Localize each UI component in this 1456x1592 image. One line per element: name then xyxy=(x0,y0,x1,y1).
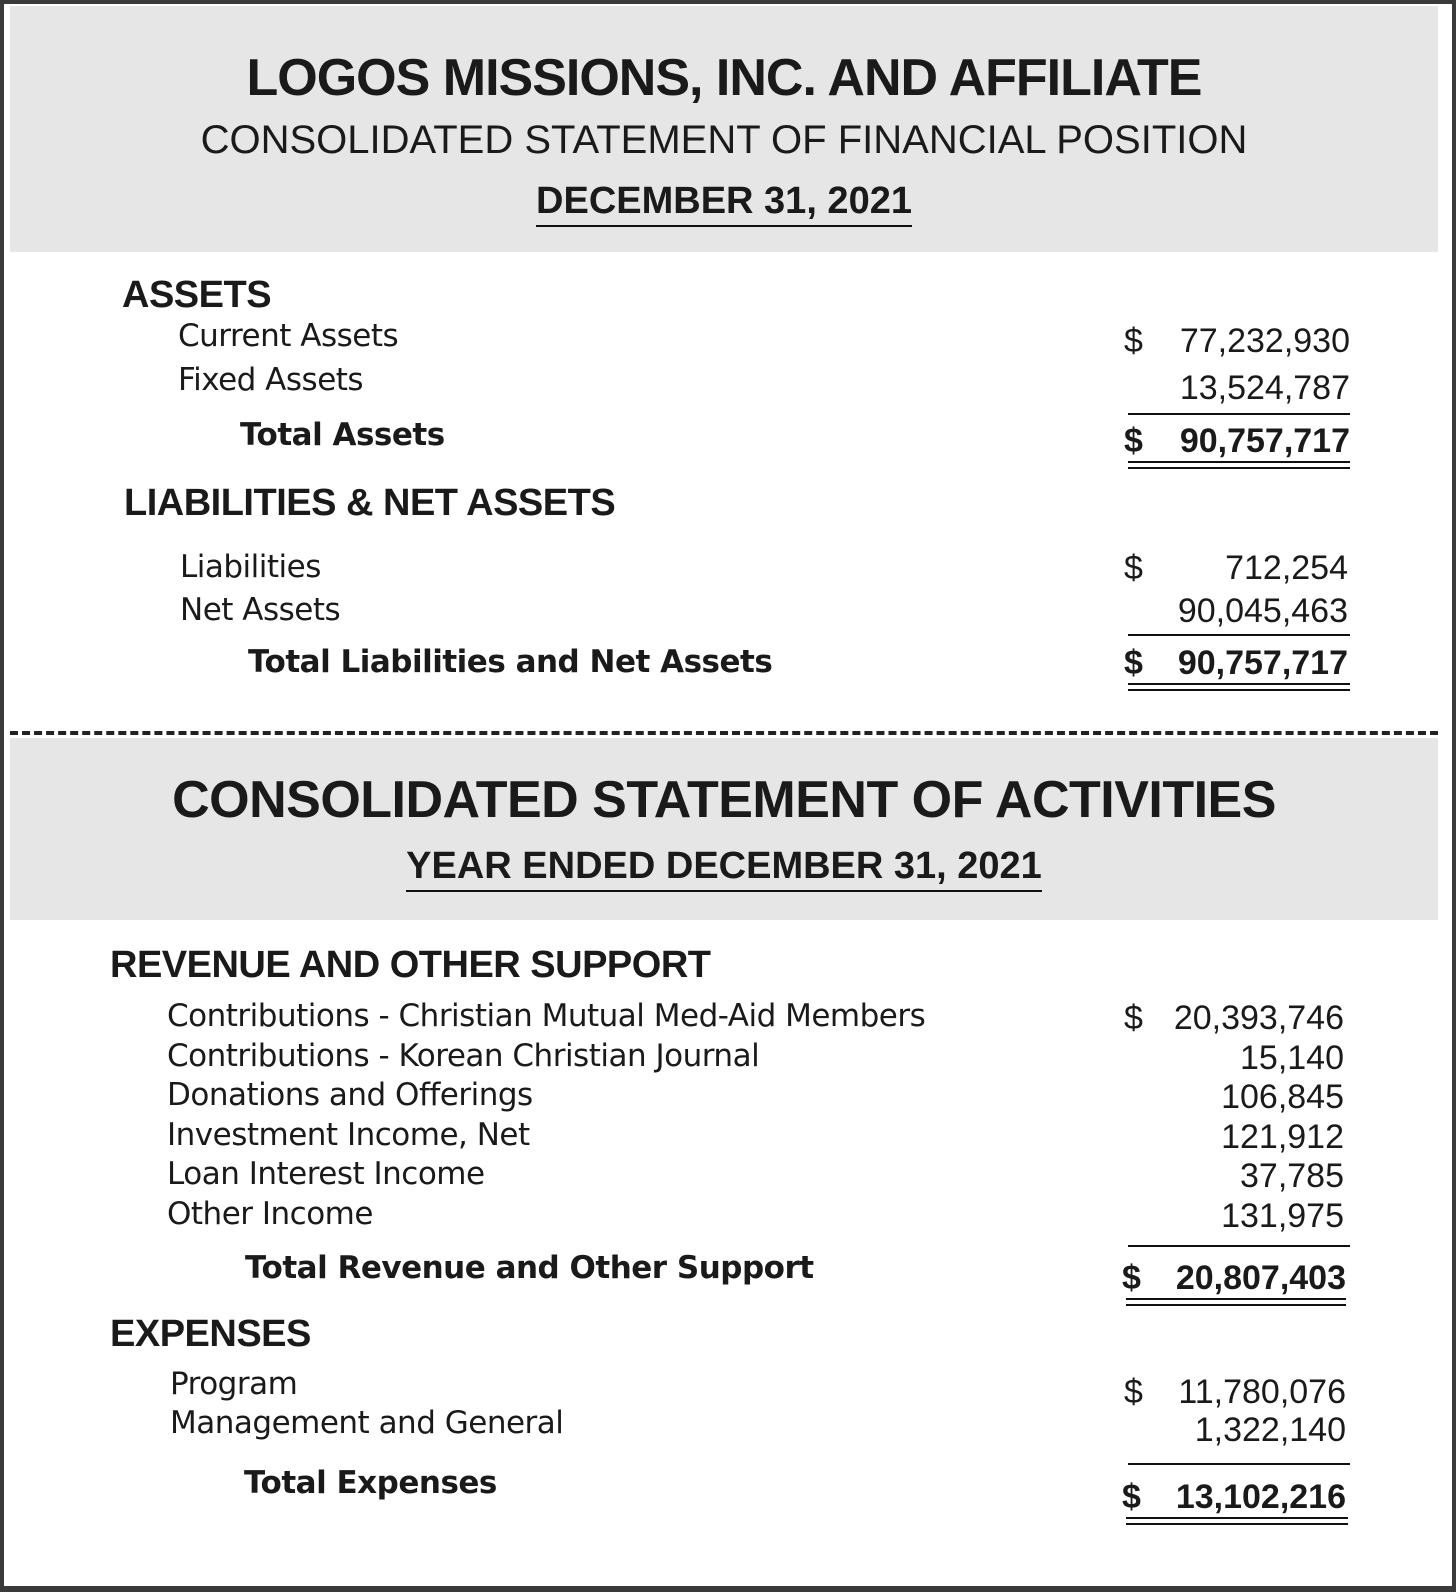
revenue-item-label: Loan Interest Income xyxy=(167,1156,485,1192)
revenue-item-label: Other Income xyxy=(167,1196,373,1232)
revenue-item-value: 15,140 xyxy=(1240,1039,1344,1077)
total-revenue-label: Total Revenue and Other Support xyxy=(245,1250,814,1286)
program-label: Program xyxy=(170,1366,298,1402)
total-assets-label: Total Assets xyxy=(240,417,445,453)
statement-title: CONSOLIDATED STATEMENT OF FINANCIAL POSITION xyxy=(200,118,1248,162)
total-liabilities-net-assets-currency: $ xyxy=(1124,644,1143,682)
liabilities-value: 712,254 xyxy=(1225,549,1348,587)
total-liabilities-double-rule xyxy=(1128,683,1350,691)
total-liabilities-net-assets-label: Total Liabilities and Net Assets xyxy=(248,644,773,680)
total-expenses-double-rule xyxy=(1126,1517,1348,1525)
revenue-heading: REVENUE AND OTHER SUPPORT xyxy=(110,944,711,986)
total-expenses-value: 13,102,216 xyxy=(1175,1478,1346,1516)
current-assets-label: Current Assets xyxy=(178,318,399,354)
fixed-assets-label: Fixed Assets xyxy=(178,362,364,398)
revenue-item-value: 121,912 xyxy=(1221,1118,1344,1156)
total-assets-double-rule xyxy=(1128,461,1350,469)
net-assets-value: 90,045,463 xyxy=(1177,592,1348,630)
net-assets-label: Net Assets xyxy=(180,592,341,628)
liabilities-currency: $ xyxy=(1124,549,1143,587)
statement-date-text: DECEMBER 31, 2021 xyxy=(536,180,912,227)
organization-title: LOGOS MISSIONS, INC. AND AFFILIATE xyxy=(246,49,1202,107)
activities-title: CONSOLIDATED STATEMENT OF ACTIVITIES xyxy=(172,771,1276,829)
statement-date xyxy=(10,180,1438,227)
total-expenses-label: Total Expenses xyxy=(244,1465,497,1501)
fixed-assets-value: 13,524,787 xyxy=(1179,369,1350,407)
management-general-value: 1,322,140 xyxy=(1194,1411,1346,1449)
management-general-label: Management and General xyxy=(170,1405,564,1441)
revenue-item-currency: $ xyxy=(1124,999,1143,1037)
liabilities-label: Liabilities xyxy=(180,549,321,585)
revenue-item-label: Investment Income, Net xyxy=(167,1117,530,1153)
program-value: 11,780,076 xyxy=(1178,1373,1346,1411)
activities-period xyxy=(10,845,1438,892)
program-currency: $ xyxy=(1124,1373,1143,1411)
expenses-heading: EXPENSES xyxy=(110,1313,311,1355)
activities-period-text: YEAR ENDED DECEMBER 31, 2021 xyxy=(406,845,1042,892)
revenue-item-value: 20,393,746 xyxy=(1173,999,1344,1037)
revenue-subtotal-rule xyxy=(1128,1245,1350,1247)
liabilities-net-assets-heading: LIABILITIES & NET ASSETS xyxy=(124,482,616,524)
revenue-item-value: 106,845 xyxy=(1221,1078,1344,1116)
revenue-item-label: Contributions - Korean Christian Journal xyxy=(167,1038,760,1074)
current-assets-value: 77,232,930 xyxy=(1179,322,1350,360)
current-assets-currency: $ xyxy=(1124,322,1143,360)
revenue-item-label: Contributions - Christian Mutual Med-Aid Members xyxy=(167,998,926,1034)
total-liabilities-net-assets-value: 90,757,717 xyxy=(1177,644,1348,682)
total-assets-currency: $ xyxy=(1124,422,1143,460)
revenue-item-value: 37,785 xyxy=(1240,1157,1344,1195)
liabilities-subtotal-rule xyxy=(1128,634,1350,636)
assets-heading: ASSETS xyxy=(122,274,272,316)
total-revenue-value: 20,807,403 xyxy=(1175,1259,1346,1297)
assets-subtotal-rule xyxy=(1128,413,1350,415)
expenses-subtotal-rule xyxy=(1128,1463,1350,1465)
total-revenue-currency: $ xyxy=(1122,1259,1141,1297)
revenue-item-label: Donations and Offerings xyxy=(167,1077,533,1113)
section-divider xyxy=(10,731,1438,735)
total-assets-value: 90,757,717 xyxy=(1179,422,1350,460)
total-revenue-double-rule xyxy=(1126,1298,1346,1306)
total-expenses-currency: $ xyxy=(1122,1478,1141,1516)
revenue-item-value: 131,975 xyxy=(1221,1197,1344,1235)
